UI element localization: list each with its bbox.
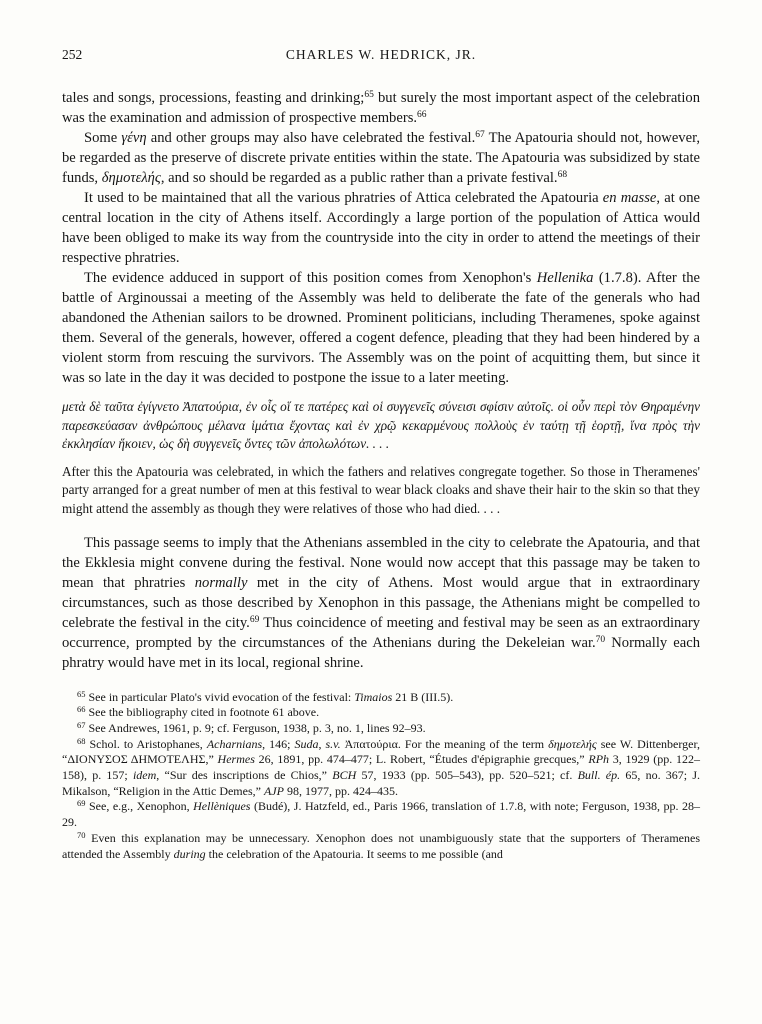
body-paragraph (62, 533, 700, 673)
text-run: and other groups may also have celebrated the festival. (146, 130, 476, 146)
text-run: , 146; (262, 736, 295, 751)
italic-text-run: en masse (602, 190, 657, 206)
running-head-title: CHARLES W. HEDRICK, JR. (285, 47, 477, 62)
text-run: Normally each phratry would have met in its local, regional shrine. (62, 634, 700, 671)
footnote (62, 690, 700, 706)
italic-text-run: AJP (263, 783, 284, 798)
italic-text-run: δημοτελής (548, 736, 597, 751)
italic-text-run: s.v. (325, 736, 341, 751)
greek-blockquote (62, 398, 700, 454)
text-run: See in particular Plato's vivid evocation of the festival: (85, 689, 355, 704)
footnote-reference: 68 (77, 735, 86, 746)
text-run: see W. Dittenberger, “ΔΙΟΝΥΣΟΣ ΔΗΜΟΤΕΛΗΣ,” (62, 736, 701, 767)
text-run: 3, 1929 (pp. 122–158), p. 157; (62, 752, 700, 783)
page-number: 252 (62, 47, 83, 62)
italic-text-run: Acharnians (206, 736, 263, 751)
footnote-reference: 65 (77, 688, 86, 699)
footnote-reference: 66 (77, 704, 86, 715)
text-run: , at one central location in the city of Athens itself. Accordingly a large portion of the population of Attica would have been obliged to make its way from the countryside into the city in order to attend the meetings of their respective phratries. (62, 190, 700, 266)
italic-text-run: Suda (294, 736, 319, 751)
text-run: met in the city of Athens. Most would argue that in extraordinary circumstances, such as those described by Xenophon in this passage, the Athenians might be compelled to celebrate the festival in the city. (62, 574, 700, 631)
text-run: (Budé), J. Hatzfeld, ed., Paris 1966, translation of 1.7.8, with note; Ferguson, 1938, pp. 28–29. (62, 799, 700, 830)
body-paragraph (62, 188, 700, 268)
text-run: , and so should be regarded as a public rather than a private festival. (160, 170, 558, 186)
translation-blockquote (62, 463, 700, 519)
text-run: 65, no. 367; J. Mikalson, “Religion in the Attic Demes,” (62, 768, 700, 798)
text-run: The evidence adduced in support of this position comes from Xenophon's (84, 270, 537, 286)
body-paragraph (62, 128, 700, 188)
text-run: 21 B (III.5). (392, 689, 454, 704)
italic-text-run: BCH (332, 768, 357, 783)
article-body (62, 88, 700, 862)
footnote-reference: 68 (557, 170, 568, 180)
body-paragraph (62, 268, 700, 388)
text-run: Even this explanation may be unnecessary. Xenophon does not unambiguously state that the supporters of Theramenes attended the Assembly (62, 830, 700, 861)
text-run: but surely the most important aspect of the celebration was the examination and admission of prospective members. (62, 90, 700, 126)
text-run: Ἀπατούρια. For the meaning of the term (340, 736, 549, 751)
footnote (62, 799, 700, 830)
text-run: tales and songs, processions, feasting and drinking; (62, 90, 365, 106)
footnote-reference: 67 (77, 719, 86, 730)
footnote (62, 831, 700, 862)
text-run: , “Sur des inscriptions de Chios,” (156, 768, 333, 783)
text-run: See the bibliography cited in footnote 61 above. (85, 705, 320, 720)
footnote-reference: 67 (475, 130, 485, 140)
body-paragraphs-bottom (62, 533, 700, 673)
footnote-reference: 65 (364, 90, 374, 100)
text-run: This passage seems to imply that the Athenians assembled in the city to celebrate the Apatouria, and that the Ekklesia might convene during the festival. None would now accept that this passage may be taken to mean that phratries (62, 534, 700, 591)
text-run: It used to be maintained that all the various phratries of Attica celebrated the Apatouria (84, 190, 603, 206)
body-paragraphs-top (62, 88, 700, 388)
text-run: the celebration of the Apatouria. It seems to me possible (and (205, 846, 503, 861)
italic-text-run: Timaios (354, 689, 393, 704)
text-run: Thus coincidence of meeting and festival may be seen as an extraordinary occurrence, prompted by the circumstances of the Athenians during the Dekeleian war. (62, 614, 700, 651)
text-run: After this the Apatouria was celebrated, in which the fathers and relatives congregate together. So those in Theramenes' party arranged for a great number of men at this festival to wear black cloaks and shave their hair to the skin so that they might attend the assembly as though they were relatives of those who had died. . . . (62, 463, 700, 516)
footnote-reference: 70 (595, 634, 606, 645)
footnotes-section (62, 690, 700, 863)
body-paragraph (62, 88, 700, 128)
italic-text-run: Hellèniques (193, 799, 251, 814)
text-run: Some (84, 130, 122, 146)
italic-text-run: normally (194, 574, 248, 591)
footnote-reference: 69 (249, 614, 260, 625)
italic-text-run: δημοτελής (101, 170, 161, 186)
footnote-reference: 66 (417, 110, 427, 120)
text-run: 26, 1891, pp. 474–477; L. Robert, “Études d'épigraphie grecques,” (254, 752, 589, 767)
text-run: 57, 1933 (pp. 505–543), pp. 520–521; cf. (356, 768, 578, 783)
running-header (62, 46, 700, 64)
text-run: μετὰ δὲ ταῦτα ἐγίγνετο Ἀπατούρια, ἐν οἷς οἵ τε πατέρες καὶ οἱ συγγενεῖς σύνεισι σφίσιν αὐτοῖς. οἱ οὖν περὶ τὸν Θηραμένην παρεσκεύασαν ἀνθρώπους μέλανα ἱμάτια ἔχοντας καὶ ἐν χρῷ κεκαρμένους πολλοὺς ἐν ταύτῃ τῇ ἑορτῇ, ἵνα πρὸς τὴν ἐκκλησίαν ἥκοιεν, ὡς δὴ συγγενεῖς ὄντες τῶν ἀπολωλότων. . . . (62, 399, 700, 452)
footnote (62, 737, 700, 800)
text-run: See, e.g., Xenophon, (85, 799, 194, 814)
text-run: Schol. to Aristophanes, (85, 736, 207, 751)
text-run: 98, 1977, pp. 424–435. (283, 783, 398, 798)
italic-text-run: RPh (588, 752, 610, 767)
text-run: The Apatouria should not, however, be regarded as the preserve of discrete private entities within the state. The Apatouria was subsidized by state funds, (62, 130, 700, 186)
text-run: (1.7.8). After the battle of Arginoussai a meeting of the Assembly was held to deliberate the fate of the generals who had abandoned the Athenian sailors to be drowned. Prominent politicians, including Theramenes, spoke against them. Several of the generals, however, offered a cogent defence, pleading that they had been hindered by a violent storm from rescuing the survivors. The Assembly was on the point of acquitting them, but since it was so late in the day it was decided to postpone the issue to a later meeting. (62, 270, 700, 386)
italic-text-run: during (173, 846, 206, 861)
italic-text-run: Hermes (217, 752, 255, 767)
footnote-reference: 70 (77, 829, 86, 840)
footnote-reference: 69 (77, 798, 86, 809)
italic-text-run: Hellenika (536, 270, 594, 286)
footnote (62, 705, 700, 721)
italic-text-run: Bull. ép. (577, 768, 621, 783)
italic-text-run: idem (132, 768, 157, 783)
italic-text-run: γένη (121, 130, 147, 146)
footnote (62, 721, 700, 737)
text-run: , (318, 736, 326, 751)
text-run: See Andrewes, 1961, p. 9; cf. Ferguson, 1938, p. 3, no. 1, lines 92–93. (85, 720, 426, 735)
